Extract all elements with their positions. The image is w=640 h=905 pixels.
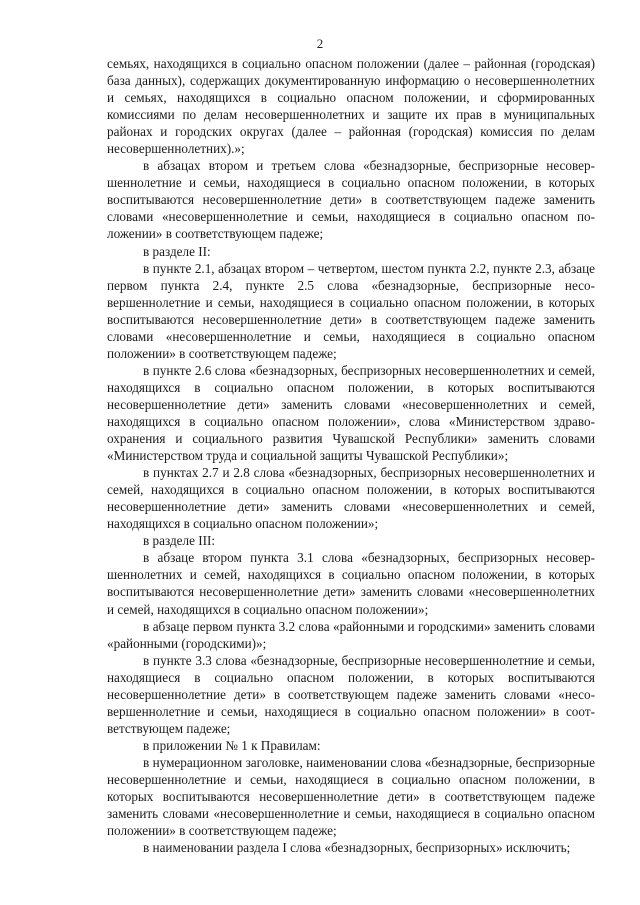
paragraph-amendment-2-7-2-8: в пунктах 2.7 и 2.8 слова «безнадзорных, беспризорных несовершеннолетних и семей, находящихся в социально опасном положении, в которых воспитываются несовершеннолетние дети» заменить словами «несовершеннолетних и семей, находящихся в социально опасном положении»; [107,465,595,532]
paragraph-section-2-heading: в разделе II: [143,243,211,259]
paragraph-amendment-3-3: в пункте 3.3 слова «безнадзорные, беспризорные несовершеннолетние и семьи, находящиеся в социально опасном положении, в которых воспитываются несовершеннолетние дети» в соответствующем падеже заменить словами «несовершеннолетние и семьи, находящиеся в социально опасном положении» в соответствующем падеже; [107,652,595,736]
paragraph-section-3-heading: в разделе III: [143,533,216,549]
paragraph-amendment-2-6: в пункте 2.6 слова «безнадзорных, беспризорных несовершеннолетних и семей, находящихся в социально опасном положении, в которых воспитываются несовершеннолетние дети» заменить словами «несовершеннолетних и семей, находящихся в социально опасном положении», слова «Министерством здравоохранения и социального развития Чувашской Республики» заменить словами «Министерством труда и социальной защиты Чувашской Республики»; [107,362,595,464]
paragraph-amendment-3-1: в абзаце втором пункта 3.1 слова «безнадзорных, беспризорных несовершеннолетних и семей, находящихся в социально опасном положении, в которых воспитываются несовершеннолетние дети» заменить словами «несовершеннолетних и семей, находящихся в социально опасном положении»; [107,550,595,617]
paragraph-amendment-3-2: в абзаце первом пункта 3.2 слова «районными и городскими» заменить словами «районными (городскими)»; [107,618,595,651]
page-number: 2 [316,36,324,51]
paragraph-appendix-1-heading: в приложении № 1 к Правилам: [143,737,321,753]
paragraph-amendment-section-1-title: в наименовании раздела I слова «безнадзорных, беспризорных» исключить; [143,840,571,856]
document-body [107,55,595,856]
paragraph-amendment-appendix-title: в нумерационном заголовке, наименовании слова «безнадзорные, беспризорные несовершеннолетние и семьи, находящиеся в социально опасном положении, в которых воспитываются несовершеннолетние дети» в соответствующем падеже заменить словами «несовершеннолетние и семьи, находящиеся в социально опасном положении» в соответствующем падеже; [107,754,595,839]
paragraph-amendment-2-1-2-5: в пункте 2.1, абзацах втором – четвертом, шестом пункта 2.2, пункте 2.3, абзаце первом пункта 2.4, пункте 2.5 слова «безнадзорные, беспризорные несовершеннолетние и семьи, находящиеся в социально опасном положении, в которых воспитываются несовершеннолетние дети» в соответствующем падеже заменить словами «несовершеннолетние и семьи, находящиеся в социально опасном положении» в соответствующем падеже; [107,260,595,361]
paragraph-continuation: семьях, находящихся в социально опасном положении (далее – районная (городская) база данных), содержащих документированную информацию о несовершеннолетних и семьях, находящихся в социально опасном положении, и сформированных комиссиями по делам несовершеннолетних и защите их прав в муниципальных районах и городских округах (далее – районная (городская) комиссия по делам несовершеннолетних).»; [107,56,595,157]
paragraph-amendment-abzac-2-3: в абзацах втором и третьем слова «безнадзорные, беспризорные несовершеннолетние и семьи, находящиеся в социально опасном положении, в которых воспитываются несовершеннолетние дети» в соответствующем падеже заменить словами «несовершеннолетние и семьи, находящиеся в социально опасном положении» в соответствующем падеже; [107,158,595,242]
